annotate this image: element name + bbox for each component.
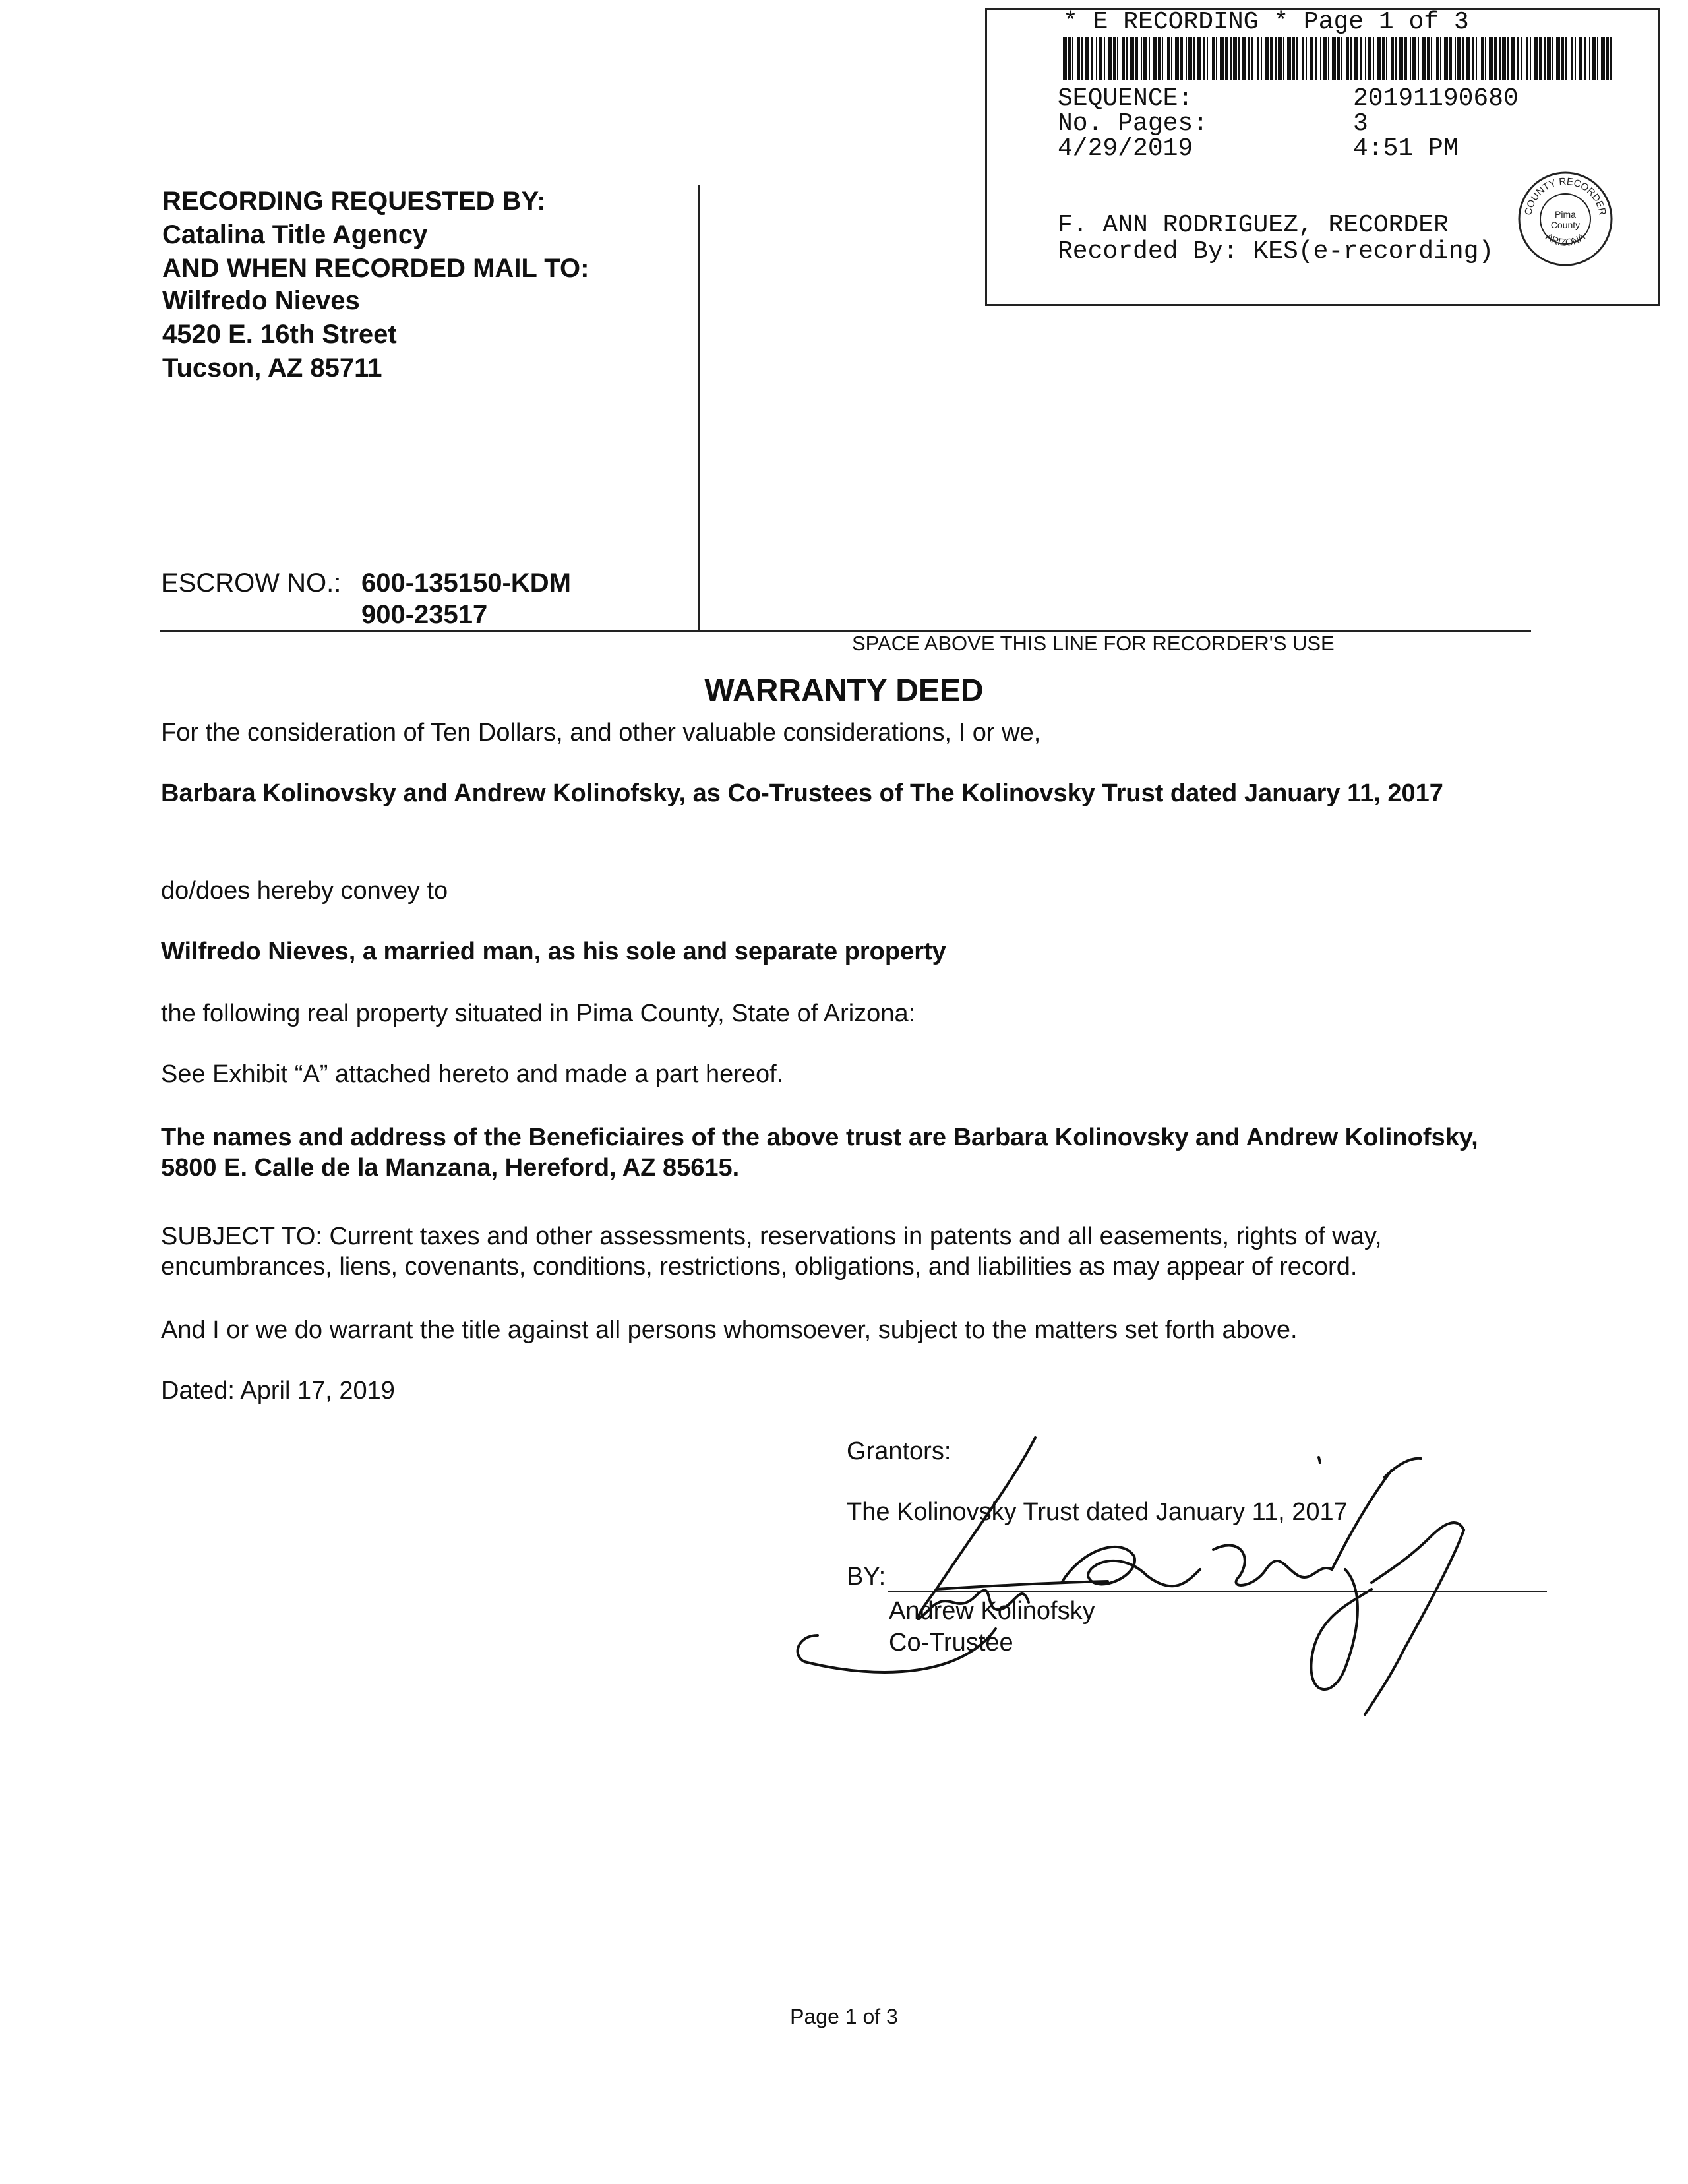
sequence-label: SEQUENCE: [1058, 84, 1193, 113]
barcode-bar [1521, 37, 1522, 80]
barcode-bar [1368, 37, 1372, 80]
barcode [1063, 37, 1615, 80]
barcode-bar [1113, 37, 1116, 80]
vertical-divider [698, 185, 700, 630]
barcode-bar [1592, 37, 1596, 80]
property-text: the following real property situated in Pima County, State of Arizona: [161, 1000, 916, 1027]
barcode-bar [1162, 37, 1163, 80]
barcode-bar [1597, 37, 1598, 80]
barcode-bar [1077, 37, 1080, 80]
barcode-bar [1068, 37, 1071, 80]
consideration-text: For the consideration of Ten Dollars, and other valuable considerations, I or we, [161, 719, 1041, 746]
barcode-bar [1188, 37, 1192, 80]
barcode-bar [1292, 37, 1295, 80]
barcode-bar [1265, 37, 1269, 80]
barcode-bar [1601, 37, 1605, 80]
barcode-bar [1149, 37, 1150, 80]
pages-value: 3 [1353, 109, 1368, 138]
barcode-bar [1556, 37, 1560, 80]
barcode-bar [1350, 37, 1352, 80]
barcode-bar [1431, 37, 1432, 80]
barcode-bar [1167, 37, 1170, 80]
escrow-label: ESCROW NO.: [161, 568, 342, 597]
barcode-bar [1108, 37, 1112, 80]
barcode-bar [1332, 37, 1336, 80]
barcode-bar [1499, 37, 1501, 80]
barcode-bar [1561, 37, 1564, 80]
barcode-bar [1606, 37, 1609, 80]
page-title: WARRANTY DEED [704, 673, 984, 708]
barcode-bar [1261, 37, 1262, 80]
barcode-bar [1143, 37, 1147, 80]
barcode-bar [1323, 37, 1327, 80]
barcode-bar [1511, 37, 1515, 80]
space-above-note: SPACE ABOVE THIS LINE FOR RECORDER'S USE [852, 632, 1335, 655]
recording-requested-label: RECORDING REQUESTED BY: [162, 187, 546, 216]
barcode-bar [1072, 37, 1073, 80]
dated-text: Dated: April 17, 2019 [161, 1377, 395, 1405]
barcode-bar [1427, 37, 1430, 80]
barcode-bar [1360, 37, 1362, 80]
barcode-bar [1126, 37, 1128, 80]
barcode-bar [1507, 37, 1509, 80]
barcode-bar [1306, 37, 1307, 80]
mail-to-street: 4520 E. 16th Street [162, 320, 397, 349]
barcode-bar [1216, 37, 1217, 80]
signer-name: Andrew Kolinofsky [889, 1597, 1095, 1625]
barcode-bar [1418, 37, 1419, 80]
barcode-bar [1526, 37, 1528, 80]
page-number: Page 1 of 3 [790, 2005, 898, 2028]
barcode-bar [1296, 37, 1298, 80]
barcode-bar [1337, 37, 1340, 80]
barcode-bar [1158, 37, 1160, 80]
barcode-bar [1251, 37, 1253, 80]
barcode-bar [1130, 37, 1134, 80]
barcode-bar [1494, 37, 1497, 80]
barcode-bar [1193, 37, 1195, 80]
barcode-bar [1180, 37, 1183, 80]
barcode-bar [1462, 37, 1464, 80]
by-label: BY: [847, 1563, 886, 1591]
mail-to-label: AND WHEN RECORDED MAIL TO: [162, 254, 589, 283]
barcode-bar [1104, 37, 1105, 80]
barcode-bar [1275, 37, 1277, 80]
pages-label: No. Pages: [1058, 109, 1209, 138]
barcode-bar [1539, 37, 1542, 80]
convey-text: do/does hereby convey to [161, 877, 448, 905]
barcode-bar [1455, 37, 1456, 80]
barcode-bar [1579, 37, 1582, 80]
barcode-bar [1135, 37, 1138, 80]
svg-text:County: County [1550, 220, 1581, 230]
barcode-bar [1410, 37, 1411, 80]
barcode-bar [1230, 37, 1232, 80]
barcode-bar [1544, 37, 1546, 80]
barcode-bar [1552, 37, 1553, 80]
trust-name: The Kolinovsky Trust dated January 11, 2017 [847, 1498, 1348, 1526]
barcode-bar [1242, 37, 1246, 80]
barcode-bar [1444, 37, 1448, 80]
barcode-bar [1571, 37, 1573, 80]
barcode-bar [1257, 37, 1259, 80]
barcode-bar [1220, 37, 1224, 80]
barcode-bar [1287, 37, 1291, 80]
barcode-bar [1386, 37, 1387, 80]
barcode-bar [1141, 37, 1142, 80]
barcode-bar [1354, 37, 1358, 80]
escrow-number-1: 600-135150-KDM [361, 568, 571, 597]
barcode-bar [1489, 37, 1493, 80]
beneficiaries-text: The names and address of the Beneficiaires of the above trust are Barbara Kolinovsky and Andrew Kolinofsky, 5800 E. Calle de la Manzana, Hereford, AZ 85615. [161, 1124, 1478, 1182]
svg-text:ARIZONA: ARIZONA [1543, 231, 1588, 249]
barcode-bar [1610, 37, 1612, 80]
barcode-bar [1391, 37, 1394, 80]
barcode-bar [1096, 37, 1097, 80]
barcode-bar [1399, 37, 1403, 80]
barcode-bar [1320, 37, 1321, 80]
barcode-bar [1346, 37, 1349, 80]
barcode-bar [1395, 37, 1397, 80]
barcode-bar [1466, 37, 1470, 80]
barcode-bar [1091, 37, 1093, 80]
barcode-bar [1449, 37, 1452, 80]
barcode-bar [1365, 37, 1366, 80]
barcode-bar [1117, 37, 1118, 80]
svg-text:COUNTY RECORDER: COUNTY RECORDER [1522, 175, 1608, 216]
exhibit-text: See Exhibit “A” attached hereto and made a part hereof. [161, 1060, 784, 1088]
barcode-bar [1278, 37, 1282, 80]
signer-role: Co-Trustee [889, 1629, 1013, 1656]
barcode-bar [1175, 37, 1179, 80]
sequence-value: 20191190680 [1353, 84, 1519, 113]
barcode-bar [1377, 37, 1381, 80]
barcode-bar [1063, 37, 1067, 80]
barcode-bar [1472, 37, 1474, 80]
recorder-name: F. ANN RODRIGUEZ, RECORDER [1058, 211, 1449, 239]
barcode-bar [1315, 37, 1317, 80]
barcode-bar [1382, 37, 1385, 80]
barcode-bar [1412, 37, 1416, 80]
requested-by-agency: Catalina Title Agency [162, 220, 428, 249]
mail-to-city: Tucson, AZ 85711 [162, 353, 382, 382]
barcode-bar [1589, 37, 1590, 80]
barcode-bar [1225, 37, 1228, 80]
barcode-bar [1341, 37, 1342, 80]
barcode-bar [1565, 37, 1567, 80]
escrow-number-2: 900-23517 [361, 600, 488, 629]
grantors-label: Grantors: [847, 1438, 951, 1465]
barcode-bar [1099, 37, 1102, 80]
record-time: 4:51 PM [1353, 135, 1459, 163]
barcode-bar [1328, 37, 1329, 80]
barcode-bar [1476, 37, 1477, 80]
barcode-bar [1233, 37, 1237, 80]
barcode-bar [1457, 37, 1461, 80]
svg-text:Pima: Pima [1555, 209, 1576, 220]
barcode-bar [1212, 37, 1215, 80]
barcode-bar [1238, 37, 1240, 80]
barcode-bar [1171, 37, 1172, 80]
warrant-text: And I or we do warrant the title against all persons whomsoever, subject to the matters set forth above. [161, 1316, 1298, 1344]
barcode-bar [1302, 37, 1304, 80]
barcode-bar [1203, 37, 1205, 80]
barcode-bar [1207, 37, 1208, 80]
county-seal-icon [1517, 170, 1614, 268]
barcode-bar [1081, 37, 1083, 80]
subject-to-text: SUBJECT TO: Current taxes and other assessments, reservations in patents and all easements, rights of way, encumbrances, liens, covenants, conditions, restrictions, obligations, and liabilities as may appear of record. [161, 1223, 1382, 1281]
grantee-text: Wilfredo Nieves, a married man, as his sole and separate property [161, 938, 946, 965]
handwritten-signature [778, 1418, 1477, 1747]
barcode-bar [1422, 37, 1426, 80]
mail-to-name: Wilfredo Nieves [162, 286, 360, 315]
barcode-bar [1310, 37, 1313, 80]
barcode-bar [1440, 37, 1441, 80]
barcode-bar [1186, 37, 1187, 80]
barcode-bar [1547, 37, 1551, 80]
barcode-bar [1534, 37, 1538, 80]
record-date: 4/29/2019 [1058, 135, 1193, 163]
barcode-bar [1436, 37, 1439, 80]
barcode-bar [1481, 37, 1484, 80]
barcode-bar [1153, 37, 1157, 80]
barcode-bar [1530, 37, 1531, 80]
barcode-bar [1122, 37, 1125, 80]
barcode-bar [1270, 37, 1273, 80]
barcode-bar [1584, 37, 1586, 80]
barcode-bar [1085, 37, 1089, 80]
barcode-bar [1502, 37, 1506, 80]
barcode-bar [1517, 37, 1519, 80]
recorded-by: Recorded By: KES(e-recording) [1058, 237, 1494, 266]
barcode-bar [1485, 37, 1486, 80]
barcode-bar [1283, 37, 1284, 80]
barcode-bar [1404, 37, 1407, 80]
barcode-bar [1248, 37, 1250, 80]
barcode-bar [1373, 37, 1374, 80]
grantors-names: Barbara Kolinovsky and Andrew Kolinofsky, as Co-Trustees of The Kolinovsky Trust dated January 11, 2017 [161, 779, 1443, 807]
barcode-bar [1197, 37, 1201, 80]
barcode-bar [1575, 37, 1576, 80]
stamp-header: * E RECORDING * Page 1 of 3 [1063, 8, 1469, 36]
